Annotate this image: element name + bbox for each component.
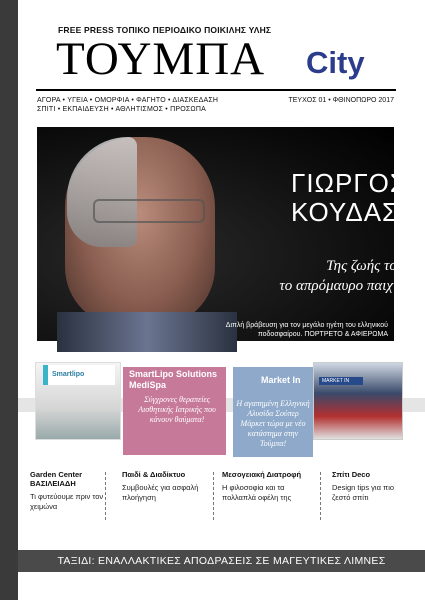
masthead-tagline: FREE PRESS ΤΟΠΙΚΟ ΠΕΡΙΟΔΙΚΟ ΠΟΙΚΙΛΗΣ ΥΛΗΣ [58, 25, 272, 35]
hero-caption-line-2: ποδοσφαίρου. ΠΟΡΤΡΕΤΟ & ΑΦΙΕΡΩΜΑ [257, 331, 388, 338]
hero-caption [188, 321, 388, 339]
feature-text: Συμβουλές για ασφαλή πλοήγηση [122, 483, 199, 502]
feature-text: Τι φυτεύουμε πριν τον χειμώνα [30, 492, 104, 511]
footer-travel-banner[interactable] [18, 550, 425, 572]
left-sidebar-bar [0, 0, 18, 600]
hero-cover-story[interactable] [37, 127, 415, 341]
hero-quote-line-2: το απρόμαυρο παιχνίδι [279, 278, 415, 294]
feature-title: Σπίτι Deco [332, 470, 371, 479]
column-divider [320, 472, 321, 520]
feature-title: Μεσογειακή Διατροφή [222, 470, 302, 479]
hero-name [291, 169, 407, 227]
feature-text: Design tips για πιο ζεστό σπίτι [332, 483, 395, 502]
smartlipo-logo: Smartlipo [43, 365, 115, 385]
portrait-hair [67, 137, 137, 247]
hero-last-name: ΚΟΥΔΑΣ [291, 197, 400, 227]
smartlipo-title: SmartLipo Solutions MediSpa [129, 369, 218, 390]
issue-info: ΤΕΥΧΟΣ 01 • ΦΘΙΝΟΠΩΡΟ 2017 [288, 97, 394, 104]
topics-line-1: ΑΓΟΡΑ • ΥΓΕΙΑ • ΟΜΟΡΦΙΑ • ΦΑΓΗΤΟ • ΔΙΑΣΚΕΔΑΣΗ [37, 97, 219, 104]
hero-caption-line-1: Διπλή βράβευση για τον μεγάλο ηγέτη του ελληνικού [225, 322, 388, 329]
column-divider [213, 472, 214, 520]
masthead-title: ΤΟΥΜΠΑ [56, 33, 266, 85]
feature-title: Garden Center ΒΑΣΙΛΕΙΑΔΗ [30, 470, 83, 488]
masthead-city: City [306, 45, 365, 80]
market-in-photo [313, 362, 403, 440]
masthead-divider [36, 89, 396, 91]
portrait-glasses [93, 199, 205, 223]
feature-garden-center[interactable] [30, 470, 120, 520]
feature-text: Η φιλοσοφία και τα πολλαπλά οφέλη της [222, 483, 292, 502]
feature-title: Παιδί & Διαδίκτυο [122, 470, 186, 479]
feature-columns [30, 470, 400, 530]
smartlipo-text: Σύγχρονες θεραπείες Αισθητικής Ιατρικής που κάνουν θαύματα! [138, 395, 216, 424]
market-in-text: Η αγαπημένη Ελληνική Αλυσίδα Σούπερ Μάρκετ τώρα με νέο κατάστημα στην Τούμπα! [236, 399, 310, 448]
feature-mediterranean-diet[interactable] [222, 470, 312, 520]
market-in-store-sign: MARKET IN [319, 377, 363, 385]
topics-line-2: ΣΠΙΤΙ • ΕΚΠΑΙΔΕΥΣΗ • ΑΘΛΗΤΙΣΜΟΣ • ΠΡΟΣΩΠΑ [37, 106, 206, 113]
footer-travel-text: ΤΑΞΙΔΙ: ΕΝΑΛΛΑΚΤΙΚΕΣ ΑΠΟΔΡΑΣΕΙΣ ΣΕ ΜΑΓΕΥΤΙΚΕΣ ΛΙΜΝΕΣ [57, 555, 386, 567]
market-in-title: Market In [261, 375, 301, 385]
hero-first-name: ΓΙΩΡΓΟΣ [291, 168, 407, 198]
feature-home-deco[interactable] [332, 470, 400, 520]
column-divider [105, 472, 106, 520]
promo-smartlipo[interactable] [35, 357, 218, 455]
hero-quote-line-1: Της ζωής του... [326, 258, 415, 274]
promo-market-in[interactable] [233, 357, 408, 455]
topics-list [37, 96, 218, 114]
hero-quote [257, 256, 415, 296]
feature-child-internet[interactable] [122, 470, 212, 520]
